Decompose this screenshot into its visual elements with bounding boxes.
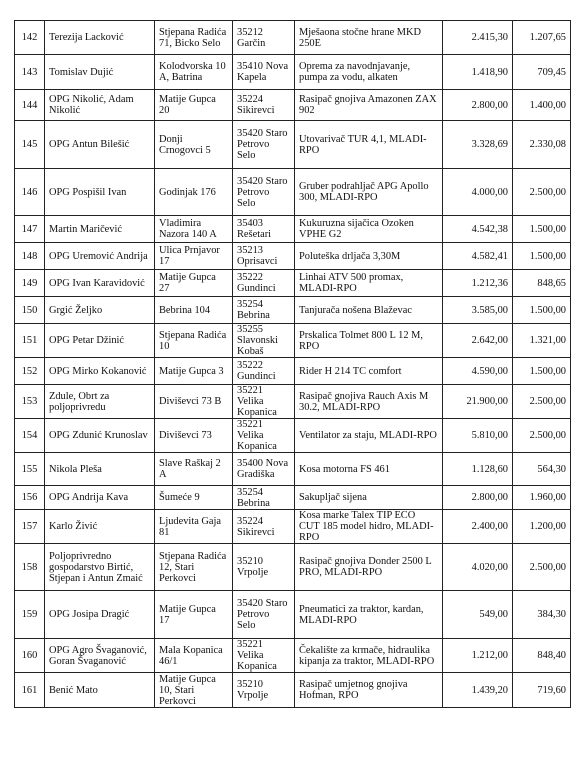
row-number-cell: 143	[15, 55, 45, 90]
row-number-cell: 156	[15, 486, 45, 510]
applicant-name-cell: OPG Andrija Kava	[45, 486, 155, 510]
table-row	[15, 385, 571, 419]
row-number-cell: 148	[15, 243, 45, 270]
investment-value-cell: 2.800,00	[443, 90, 513, 121]
address-cell: Godinjak 176	[155, 169, 233, 216]
equipment-cell: Rasipač gnojiva Rauch Axis M 30.2, MLADI-RPO	[295, 385, 443, 419]
row-number-cell: 159	[15, 591, 45, 639]
postal-place-cell: 35221 Velika Kopanica	[233, 639, 295, 673]
postal-place-cell: 35224 Sikirevci	[233, 510, 295, 544]
grant-amount-cell: 1.400,00	[513, 90, 571, 121]
applicant-name-cell: Nikola Pleša	[45, 453, 155, 486]
investment-value-cell: 4.582,41	[443, 243, 513, 270]
table-row	[15, 419, 571, 453]
table-row	[15, 243, 571, 270]
postal-place-cell: 35222 Gundinci	[233, 270, 295, 297]
row-number-cell: 146	[15, 169, 45, 216]
table-row	[15, 324, 571, 358]
row-number-cell: 160	[15, 639, 45, 673]
table-row	[15, 673, 571, 708]
grant-amount-cell: 719,60	[513, 673, 571, 708]
table-row	[15, 486, 571, 510]
postal-place-cell: 35400 Nova Gradiška	[233, 453, 295, 486]
equipment-cell: Linhai ATV 500 promax, MLADI-RPO	[295, 270, 443, 297]
address-cell: Matije Gupca 3	[155, 358, 233, 385]
address-cell: Bebrina 104	[155, 297, 233, 324]
grant-amount-cell: 2.500,00	[513, 419, 571, 453]
row-number-cell: 145	[15, 121, 45, 169]
grant-amount-cell: 1.500,00	[513, 216, 571, 243]
investment-value-cell: 1.128,60	[443, 453, 513, 486]
table-row	[15, 270, 571, 297]
row-number-cell: 151	[15, 324, 45, 358]
table-row	[15, 169, 571, 216]
postal-place-cell: 35420 Staro Petrovo Selo	[233, 591, 295, 639]
table-row	[15, 297, 571, 324]
row-number-cell: 150	[15, 297, 45, 324]
row-number-cell: 149	[15, 270, 45, 297]
row-number-cell: 142	[15, 21, 45, 55]
equipment-cell: Kosa marke Talex TIP ECO CUT 185 model hidro, MLADI-RPO	[295, 510, 443, 544]
table-body	[15, 21, 571, 708]
equipment-cell: Rider H 214 TC comfort	[295, 358, 443, 385]
grant-amount-cell: 2.500,00	[513, 169, 571, 216]
address-cell: Kolodvorska 10 A, Batrina	[155, 55, 233, 90]
applicant-name-cell: Zdule, Obrt za poljoprivredu	[45, 385, 155, 419]
row-number-cell: 152	[15, 358, 45, 385]
investment-value-cell: 3.328,69	[443, 121, 513, 169]
applicant-name-cell: OPG Antun Bilešić	[45, 121, 155, 169]
grant-amount-cell: 384,30	[513, 591, 571, 639]
table-row	[15, 639, 571, 673]
table-row	[15, 510, 571, 544]
postal-place-cell: 35254 Bebrina	[233, 486, 295, 510]
postal-place-cell: 35210 Vrpolje	[233, 673, 295, 708]
applicant-name-cell: Poljoprivredno gospodarstvo Birtić, Stjepan i Antun Zmaić	[45, 544, 155, 591]
address-cell: Diviševci 73	[155, 419, 233, 453]
applicant-name-cell: Terezija Lacković	[45, 21, 155, 55]
investment-value-cell: 1.212,00	[443, 639, 513, 673]
postal-place-cell: 35254 Bebrina	[233, 297, 295, 324]
equipment-cell: Tanjuračа nošena Blaževac	[295, 297, 443, 324]
table-row	[15, 544, 571, 591]
equipment-cell: Ventilator za staju, MLADI-RPO	[295, 419, 443, 453]
row-number-cell: 144	[15, 90, 45, 121]
address-cell: Donji Crnogovci 5	[155, 121, 233, 169]
grant-amount-cell: 1.200,00	[513, 510, 571, 544]
postal-place-cell: 35221 Velika Kopanica	[233, 385, 295, 419]
address-cell: Vladimira Nazora 140 A	[155, 216, 233, 243]
postal-place-cell: 35213 Oprisavci	[233, 243, 295, 270]
equipment-cell: Rasipač gnojiva Amazonen ZAX 902	[295, 90, 443, 121]
equipment-cell: Rasipač umjetnog gnojiva Hofman, RPO	[295, 673, 443, 708]
address-cell: Mala Kopanica 46/1	[155, 639, 233, 673]
address-cell: Stjepana Radića 71, Bicko Selo	[155, 21, 233, 55]
postal-place-cell: 35224 Sikirevci	[233, 90, 295, 121]
grant-amount-cell: 2.330,08	[513, 121, 571, 169]
applicant-name-cell: OPG Zdunić Krunoslav	[45, 419, 155, 453]
equipment-cell: Rasipač gnojiva Donder 2500 L PRO, MLADI-RPO	[295, 544, 443, 591]
applicant-name-cell: OPG Nikolić, Adam Nikolić	[45, 90, 155, 121]
table-row	[15, 216, 571, 243]
equipment-cell: Čekalište za krmače, hidraulika kipanja za traktor, MLADI-RPO	[295, 639, 443, 673]
row-number-cell: 153	[15, 385, 45, 419]
investment-value-cell: 1.212,36	[443, 270, 513, 297]
address-cell: Diviševci 73 B	[155, 385, 233, 419]
grant-amount-cell: 848,40	[513, 639, 571, 673]
postal-place-cell: 35212 Garčin	[233, 21, 295, 55]
grant-amount-cell: 2.500,00	[513, 385, 571, 419]
applicant-name-cell: OPG Pospišil Ivan	[45, 169, 155, 216]
equipment-cell: Pneumatici za traktor, kardan, MLADI-RPO	[295, 591, 443, 639]
investment-value-cell: 21.900,00	[443, 385, 513, 419]
equipment-cell: Kosa motorna FS 461	[295, 453, 443, 486]
applicant-name-cell: Karlo Živić	[45, 510, 155, 544]
address-cell: Matije Gupca 27	[155, 270, 233, 297]
investment-value-cell: 2.800,00	[443, 486, 513, 510]
postal-place-cell: 35420 Staro Petrovo Selo	[233, 169, 295, 216]
row-number-cell: 157	[15, 510, 45, 544]
equipment-cell: Oprema za navodnjavanje, pumpa za vodu, alkaten	[295, 55, 443, 90]
applicant-name-cell: OPG Ivan Karavidović	[45, 270, 155, 297]
postal-place-cell: 35420 Staro Petrovo Selo	[233, 121, 295, 169]
row-number-cell: 158	[15, 544, 45, 591]
grant-amount-cell: 1.207,65	[513, 21, 571, 55]
grant-amount-cell: 709,45	[513, 55, 571, 90]
table-row	[15, 90, 571, 121]
grant-amount-cell: 1.321,00	[513, 324, 571, 358]
equipment-cell: Poluteška drljača 3,30M	[295, 243, 443, 270]
row-number-cell: 155	[15, 453, 45, 486]
postal-place-cell: 35221 Velika Kopanica	[233, 419, 295, 453]
row-number-cell: 147	[15, 216, 45, 243]
grant-amount-cell: 1.960,00	[513, 486, 571, 510]
investment-value-cell: 4.000,00	[443, 169, 513, 216]
address-cell: Ljudevita Gaja 81	[155, 510, 233, 544]
address-cell: Stjepana Radića 12, Stari Perkovci	[155, 544, 233, 591]
postal-place-cell: 35222 Gundinci	[233, 358, 295, 385]
applicant-name-cell: OPG Petar Džinić	[45, 324, 155, 358]
equipment-cell: Utovarivač TUR 4,1, MLADI-RPO	[295, 121, 443, 169]
grant-amount-cell: 1.500,00	[513, 243, 571, 270]
investment-value-cell: 4.020,00	[443, 544, 513, 591]
equipment-cell: Sakupljač sijena	[295, 486, 443, 510]
investment-value-cell: 1.418,90	[443, 55, 513, 90]
table-row	[15, 55, 571, 90]
table-row	[15, 453, 571, 486]
equipment-cell: Gruber podrahljač APG Apollo 300, MLADI-RPO	[295, 169, 443, 216]
applicant-name-cell: Tomislav Dujić	[45, 55, 155, 90]
beneficiaries-table	[14, 20, 571, 708]
table-row	[15, 591, 571, 639]
investment-value-cell: 1.439,20	[443, 673, 513, 708]
applicant-name-cell: Benić Mato	[45, 673, 155, 708]
address-cell: Matije Gupca 17	[155, 591, 233, 639]
grant-amount-cell: 2.500,00	[513, 544, 571, 591]
applicant-name-cell: OPG Josipa Dragić	[45, 591, 155, 639]
grant-amount-cell: 1.500,00	[513, 297, 571, 324]
grant-amount-cell: 564,30	[513, 453, 571, 486]
investment-value-cell: 3.585,00	[443, 297, 513, 324]
address-cell: Ulica Prnjavor 17	[155, 243, 233, 270]
equipment-cell: Kukuruzna sijačica Ozoken VPHE G2	[295, 216, 443, 243]
grant-amount-cell: 1.500,00	[513, 358, 571, 385]
address-cell: Matije Gupca 20	[155, 90, 233, 121]
postal-place-cell: 35403 Rešetari	[233, 216, 295, 243]
investment-value-cell: 4.542,38	[443, 216, 513, 243]
investment-value-cell: 2.400,00	[443, 510, 513, 544]
table-row	[15, 21, 571, 55]
postal-place-cell: 35255 Slavonski Kobaš	[233, 324, 295, 358]
row-number-cell: 161	[15, 673, 45, 708]
applicant-name-cell: Grgić Željko	[45, 297, 155, 324]
grant-amount-cell: 848,65	[513, 270, 571, 297]
address-cell: Matije Gupca 10, Stari Perkovci	[155, 673, 233, 708]
table-row	[15, 358, 571, 385]
equipment-cell: Prskalica Tolmet 800 L 12 M, RPO	[295, 324, 443, 358]
investment-value-cell: 5.810,00	[443, 419, 513, 453]
investment-value-cell: 4.590,00	[443, 358, 513, 385]
investment-value-cell: 2.415,30	[443, 21, 513, 55]
address-cell: Šumeće 9	[155, 486, 233, 510]
investment-value-cell: 549,00	[443, 591, 513, 639]
applicant-name-cell: OPG Uremović Andrija	[45, 243, 155, 270]
row-number-cell: 154	[15, 419, 45, 453]
applicant-name-cell: OPG Mirko Kokanović	[45, 358, 155, 385]
address-cell: Slave Raškaj 2 A	[155, 453, 233, 486]
applicant-name-cell: OPG Agro Švaganović, Goran Švaganović	[45, 639, 155, 673]
equipment-cell: Mješaona stočne hrane MKD 250E	[295, 21, 443, 55]
postal-place-cell: 35410 Nova Kapela	[233, 55, 295, 90]
address-cell: Stjepana Radića 10	[155, 324, 233, 358]
postal-place-cell: 35210 Vrpolje	[233, 544, 295, 591]
applicant-name-cell: Martin Maričević	[45, 216, 155, 243]
table-row	[15, 121, 571, 169]
investment-value-cell: 2.642,00	[443, 324, 513, 358]
